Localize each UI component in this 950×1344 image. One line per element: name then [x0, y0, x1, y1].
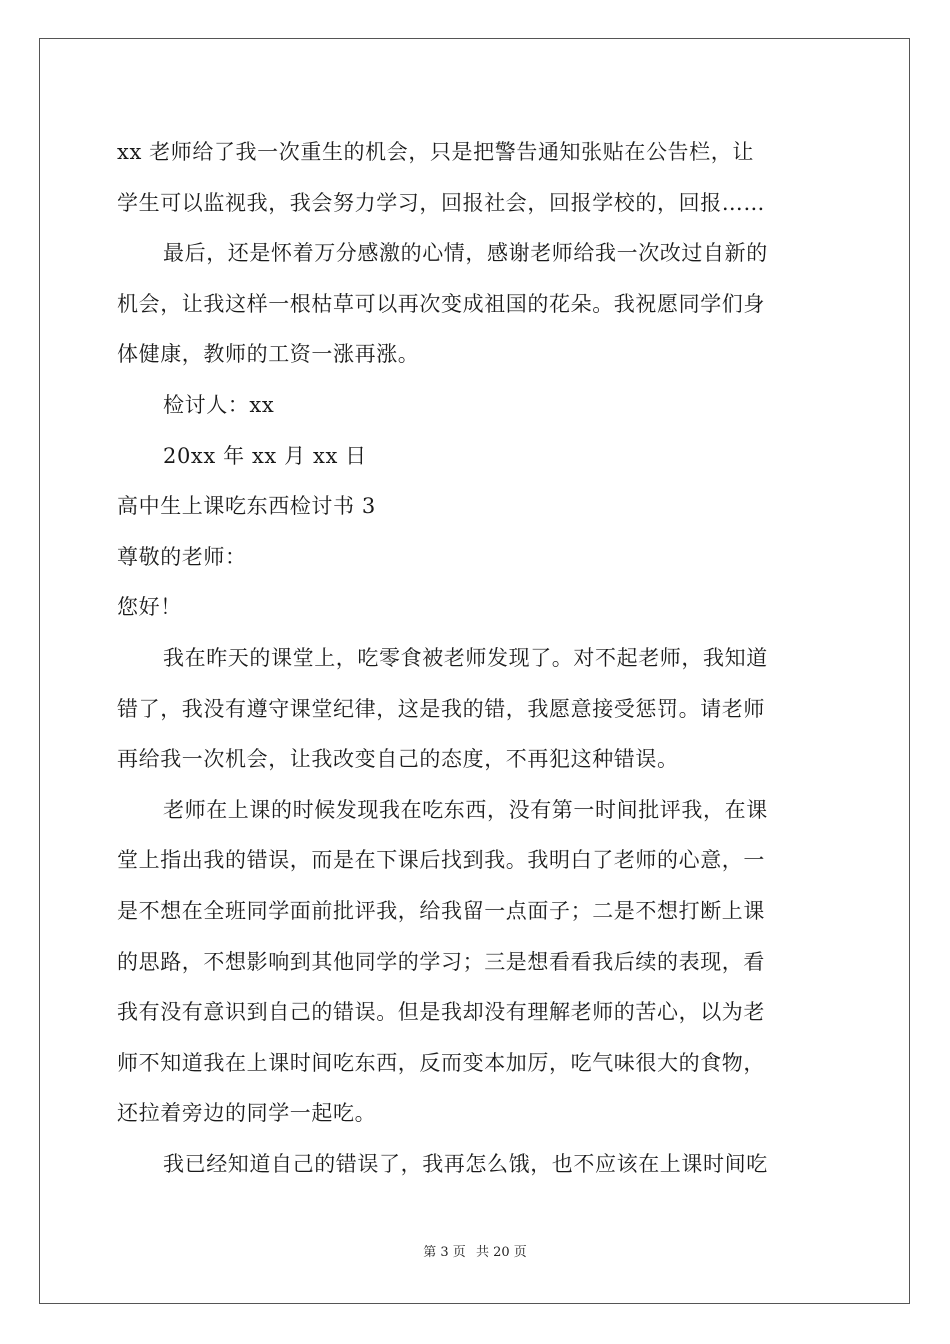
- text-line: 还拉着旁边的同学一起吃。: [117, 1101, 377, 1126]
- text-line: 的思路，不想影响到其他同学的学习；三是想看看我后续的表现，看: [117, 949, 765, 974]
- text-line: 您好！: [117, 595, 182, 620]
- text-line: 师不知道我在上课时间吃东西，反而变本加厉，吃气味很大的食物，: [117, 1050, 765, 1075]
- text-line: 是不想在全班同学面前批评我，给我留一点面子；二是不想打断上课: [117, 898, 765, 923]
- page-number: 第 3 页: [423, 1245, 466, 1260]
- text-line: 体健康，教师的工资一涨再涨。: [117, 342, 420, 367]
- page-footer: [0, 1241, 950, 1260]
- text-line: 学生可以监视我，我会努力学习，回报社会，回报学校的，回报……: [117, 190, 765, 215]
- document-body: [117, 127, 837, 1189]
- page-total: 共 20 页: [475, 1245, 527, 1260]
- text-line: 错了，我没有遵守课堂纪律，这是我的错，我愿意接受惩罚。请老师: [117, 696, 765, 721]
- text-line: 20xx 年 xx 月 xx 日: [163, 443, 367, 468]
- text-line: 我有没有意识到自己的错误。但是我却没有理解老师的苦心，以为老: [117, 1000, 765, 1025]
- text-line: 堂上指出我的错误，而是在下课后找到我。我明白了老师的心意，一: [117, 848, 765, 873]
- text-line: xx 老师给了我一次重生的机会，只是把警告通知张贴在公告栏，让: [117, 140, 754, 164]
- text-line: 检讨人：xx: [163, 392, 275, 417]
- text-line: 再给我一次机会，让我改变自己的态度，不再犯这种错误。: [117, 747, 679, 772]
- text-line: 我在昨天的课堂上，吃零食被老师发现了。对不起老师，我知道: [163, 645, 768, 670]
- text-line: 高中生上课吃东西检讨书 3: [117, 494, 376, 519]
- text-line: 机会，让我这样一根枯草可以再次变成祖国的花朵。我祝愿同学们身: [117, 291, 765, 316]
- text-line: 我已经知道自己的错误了，我再怎么饿，也不应该在上课时间吃: [163, 1151, 768, 1176]
- text-line: 老师在上课的时候发现我在吃东西，没有第一时间批评我，在课: [163, 797, 768, 822]
- text-line: 最后，还是怀着万分感激的心情，感谢老师给我一次改过自新的: [163, 241, 768, 266]
- text-line: 尊敬的老师：: [117, 544, 247, 569]
